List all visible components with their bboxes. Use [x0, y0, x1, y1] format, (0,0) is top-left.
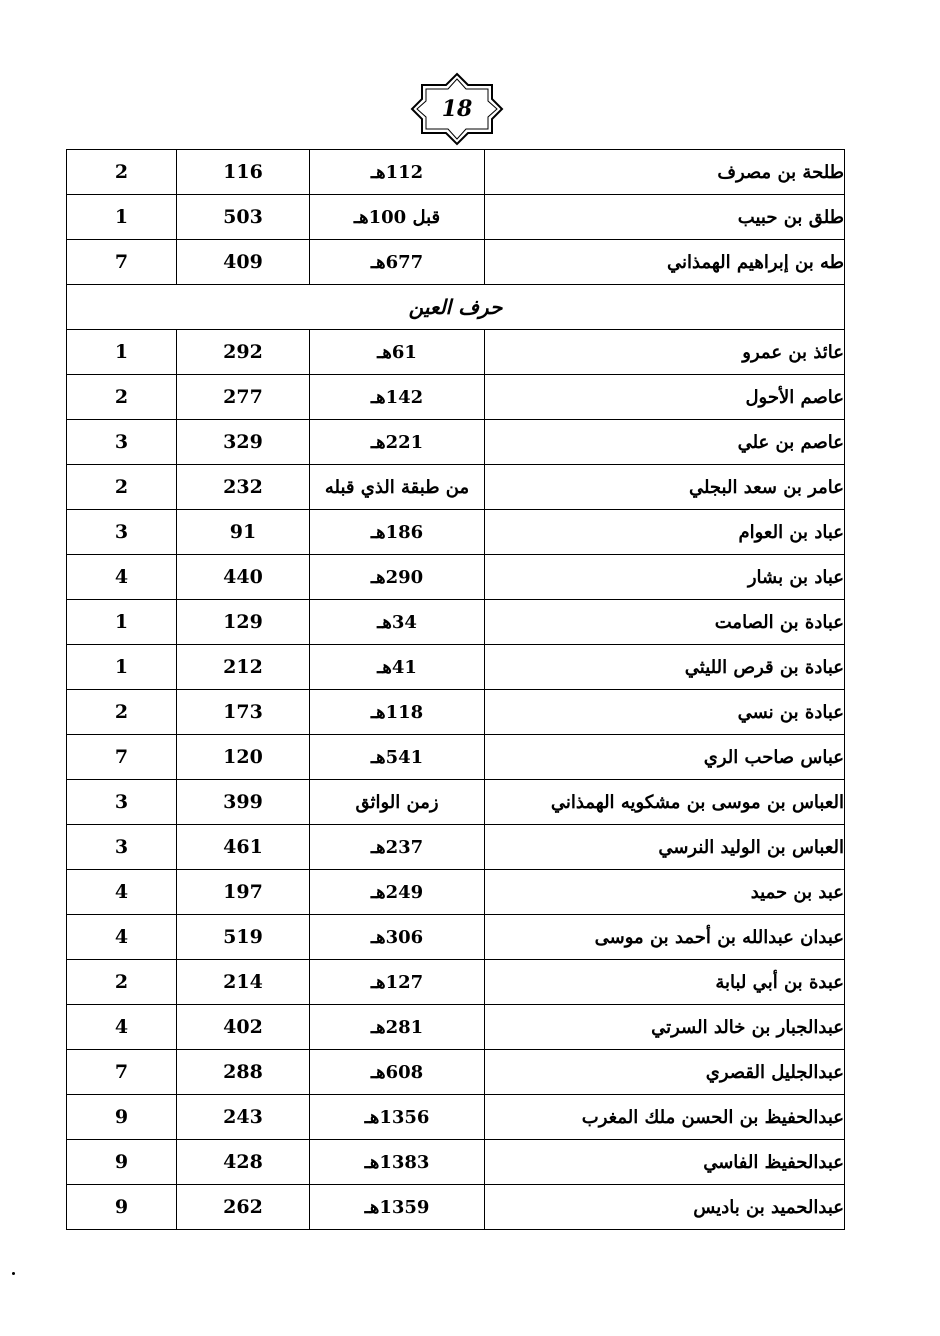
name-cell: عبدالجليل القصري: [485, 1050, 845, 1095]
page-cell: 232: [177, 465, 310, 510]
name-cell: عامر بن سعد البجلي: [485, 465, 845, 510]
name-cell: عبدالحميد بن باديس: [485, 1185, 845, 1230]
page-cell: 288: [177, 1050, 310, 1095]
table-row: [67, 195, 845, 240]
volume-cell: 3: [67, 510, 177, 555]
name-cell: عبد بن حميد: [485, 870, 845, 915]
volume-cell: 3: [67, 780, 177, 825]
name-cell: عباد بن العوام: [485, 510, 845, 555]
volume-cell: 9: [67, 1095, 177, 1140]
volume-cell: 3: [67, 825, 177, 870]
name-cell: عاصم الأحول: [485, 375, 845, 420]
death-date-cell: قبل 100هـ: [310, 195, 485, 240]
table-row: [67, 330, 845, 375]
page-cell: 461: [177, 825, 310, 870]
name-cell: عبدالحفيظ بن الحسن ملك المغرب: [485, 1095, 845, 1140]
section-row: [67, 285, 845, 330]
page-number-badge: [410, 72, 504, 146]
death-date-cell: 290هـ: [310, 555, 485, 600]
volume-cell: 4: [67, 870, 177, 915]
table-row: [67, 420, 845, 465]
volume-cell: 7: [67, 240, 177, 285]
table-row: [67, 825, 845, 870]
volume-cell: 1: [67, 330, 177, 375]
name-cell: عباس صاحب الري: [485, 735, 845, 780]
volume-cell: 1: [67, 645, 177, 690]
table-row: [67, 465, 845, 510]
page-cell: 212: [177, 645, 310, 690]
table-row: [67, 1095, 845, 1140]
name-cell: عبادة بن الصامت: [485, 600, 845, 645]
death-date-cell: 237هـ: [310, 825, 485, 870]
page-cell: 116: [177, 150, 310, 195]
volume-cell: 2: [67, 690, 177, 735]
death-date-cell: 677هـ: [310, 240, 485, 285]
table-row: [67, 240, 845, 285]
page-cell: 214: [177, 960, 310, 1005]
name-cell: طلق بن حبيب: [485, 195, 845, 240]
page-cell: 277: [177, 375, 310, 420]
table-row: [67, 1140, 845, 1185]
death-date-cell: 541هـ: [310, 735, 485, 780]
table-row: [67, 555, 845, 600]
page-cell: 402: [177, 1005, 310, 1050]
death-date-cell: 61هـ: [310, 330, 485, 375]
volume-cell: 1: [67, 195, 177, 240]
table-row: [67, 690, 845, 735]
death-date-cell: 118هـ: [310, 690, 485, 735]
volume-cell: 4: [67, 555, 177, 600]
death-date-cell: 281هـ: [310, 1005, 485, 1050]
name-cell: عبدة بن أبي لبابة: [485, 960, 845, 1005]
death-date-cell: 127هـ: [310, 960, 485, 1005]
name-cell: عباد بن بشار: [485, 555, 845, 600]
page-cell: 173: [177, 690, 310, 735]
page-cell: 399: [177, 780, 310, 825]
table-row: [67, 375, 845, 420]
page-cell: 120: [177, 735, 310, 780]
page-cell: 91: [177, 510, 310, 555]
volume-cell: 1: [67, 600, 177, 645]
page-cell: 292: [177, 330, 310, 375]
table-row: [67, 1005, 845, 1050]
section-heading: حرف العين: [67, 285, 845, 330]
page-cell: 129: [177, 600, 310, 645]
death-date-cell: 142هـ: [310, 375, 485, 420]
volume-cell: 9: [67, 1185, 177, 1230]
death-date-cell: 1356هـ: [310, 1095, 485, 1140]
death-date-cell: زمن الواثق: [310, 780, 485, 825]
table-row: [67, 150, 845, 195]
volume-cell: 4: [67, 915, 177, 960]
death-date-cell: من طبقة الذي قبله: [310, 465, 485, 510]
death-date-cell: 221هـ: [310, 420, 485, 465]
page-cell: 519: [177, 915, 310, 960]
table-row: [67, 1185, 845, 1230]
table-row: [67, 870, 845, 915]
name-cell: عبدالحفيظ الفاسي: [485, 1140, 845, 1185]
table-row: [67, 645, 845, 690]
death-date-cell: 608هـ: [310, 1050, 485, 1095]
name-cell: العباس بن موسى بن مشكويه الهمذاني: [485, 780, 845, 825]
death-date-cell: 1359هـ: [310, 1185, 485, 1230]
table-row: [67, 600, 845, 645]
table-row: [67, 960, 845, 1005]
death-date-cell: 186هـ: [310, 510, 485, 555]
death-date-cell: 306هـ: [310, 915, 485, 960]
volume-cell: 2: [67, 960, 177, 1005]
page-number: 18: [441, 96, 473, 122]
volume-cell: 2: [67, 375, 177, 420]
table-row: [67, 735, 845, 780]
page-cell: 440: [177, 555, 310, 600]
name-cell: عاصم بن علي: [485, 420, 845, 465]
death-date-cell: 34هـ: [310, 600, 485, 645]
volume-cell: 2: [67, 150, 177, 195]
name-cell: عبادة بن قرص الليثي: [485, 645, 845, 690]
table-row: [67, 1050, 845, 1095]
page-cell: 197: [177, 870, 310, 915]
name-cell: عبدالجبار بن خالد السرتي: [485, 1005, 845, 1050]
table-row: [67, 915, 845, 960]
death-date-cell: 1383هـ: [310, 1140, 485, 1185]
name-cell: عبدان عبدالله بن أحمد بن موسى: [485, 915, 845, 960]
name-cell: طلحة بن مصرف: [485, 150, 845, 195]
page-cell: 329: [177, 420, 310, 465]
volume-cell: 2: [67, 465, 177, 510]
volume-cell: 3: [67, 420, 177, 465]
death-date-cell: 249هـ: [310, 870, 485, 915]
margin-dot: [12, 1272, 15, 1275]
page-cell: 428: [177, 1140, 310, 1185]
name-cell: طه بن إبراهيم الهمذاني: [485, 240, 845, 285]
page-cell: 409: [177, 240, 310, 285]
table-row: [67, 780, 845, 825]
table-row: [67, 510, 845, 555]
page-cell: 262: [177, 1185, 310, 1230]
page-cell: 503: [177, 195, 310, 240]
name-cell: العباس بن الوليد النرسي: [485, 825, 845, 870]
volume-cell: 4: [67, 1005, 177, 1050]
index-table: [66, 149, 845, 1230]
death-date-cell: 112هـ: [310, 150, 485, 195]
volume-cell: 7: [67, 735, 177, 780]
volume-cell: 9: [67, 1140, 177, 1185]
page-cell: 243: [177, 1095, 310, 1140]
name-cell: عبادة بن نسي: [485, 690, 845, 735]
name-cell: عائذ بن عمرو: [485, 330, 845, 375]
death-date-cell: 41هـ: [310, 645, 485, 690]
volume-cell: 7: [67, 1050, 177, 1095]
